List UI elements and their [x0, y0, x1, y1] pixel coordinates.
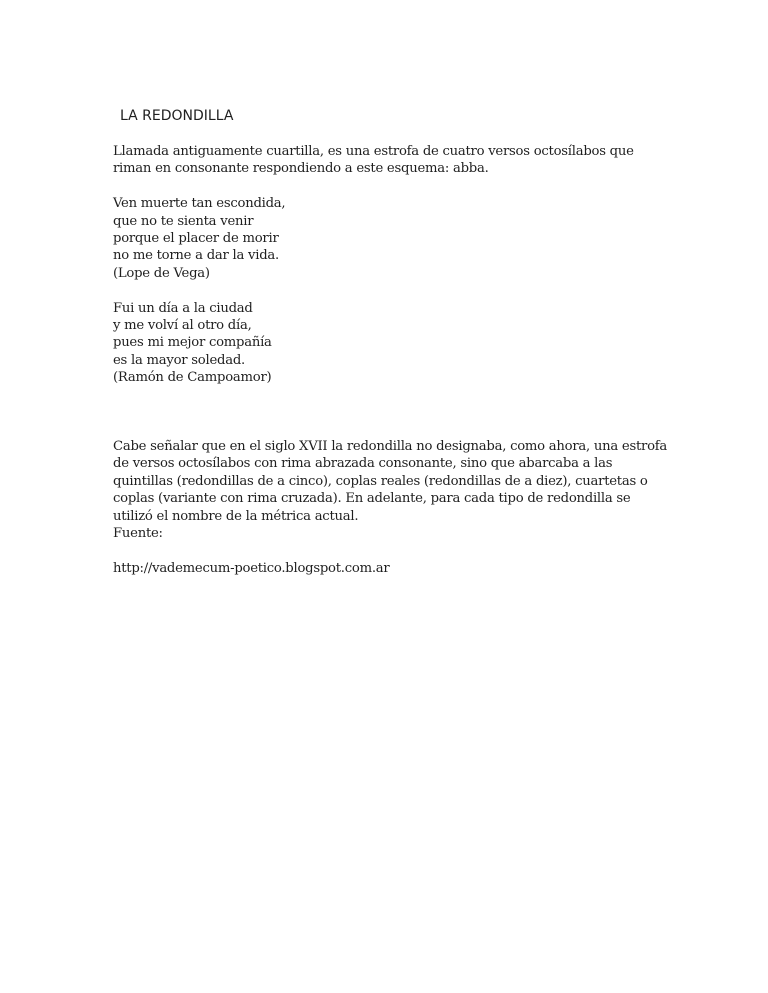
- source-label: Fuente:: [113, 526, 163, 542]
- spacer: [113, 404, 673, 438]
- document-body: [113, 106, 673, 577]
- note-paragraph: Cabe señalar que en el siglo XVII la redondilla no designaba, como ahora, una estrofa de versos octosílabos con rima abrazada consonante, sino que abarcaba a las quintillas (redondillas de a cinco), coplas reales (redondillas de a diez), cuartetas o coplas (variante con rima cruzada). En adelante, para cada tipo de redondilla se utilizó el nombre de la métrica actual.: [113, 439, 668, 524]
- poem-line: no me torne a dar la vida.: [113, 248, 279, 264]
- poem-lope-de-vega: [113, 195, 673, 282]
- poem-line: Ven muerte tan escondida,: [113, 196, 286, 212]
- source-url[interactable]: http://vademecum-poetico.blogspot.com.ar: [113, 560, 390, 576]
- poem-campoamor: [113, 300, 673, 387]
- poem-line: porque el placer de morir: [113, 231, 279, 247]
- document-title: LA REDONDILLA: [120, 108, 234, 124]
- poem-line: pues mi mejor compañía: [113, 335, 272, 351]
- poem-line: Fui un día a la ciudad: [113, 300, 253, 316]
- poem-line: que no te sienta venir: [113, 213, 254, 229]
- poem-author: (Ramón de Campoamor): [113, 370, 272, 386]
- poem-author: (Lope de Vega): [113, 265, 210, 281]
- intro-paragraph: Llamada antiguamente cuartilla, es una estrofa de cuatro versos octosílabos que riman en consonante respondiendo a este esquema: abba.: [113, 144, 634, 177]
- poem-line: y me volví al otro día,: [113, 318, 252, 334]
- poem-line: es la mayor soledad.: [113, 352, 245, 368]
